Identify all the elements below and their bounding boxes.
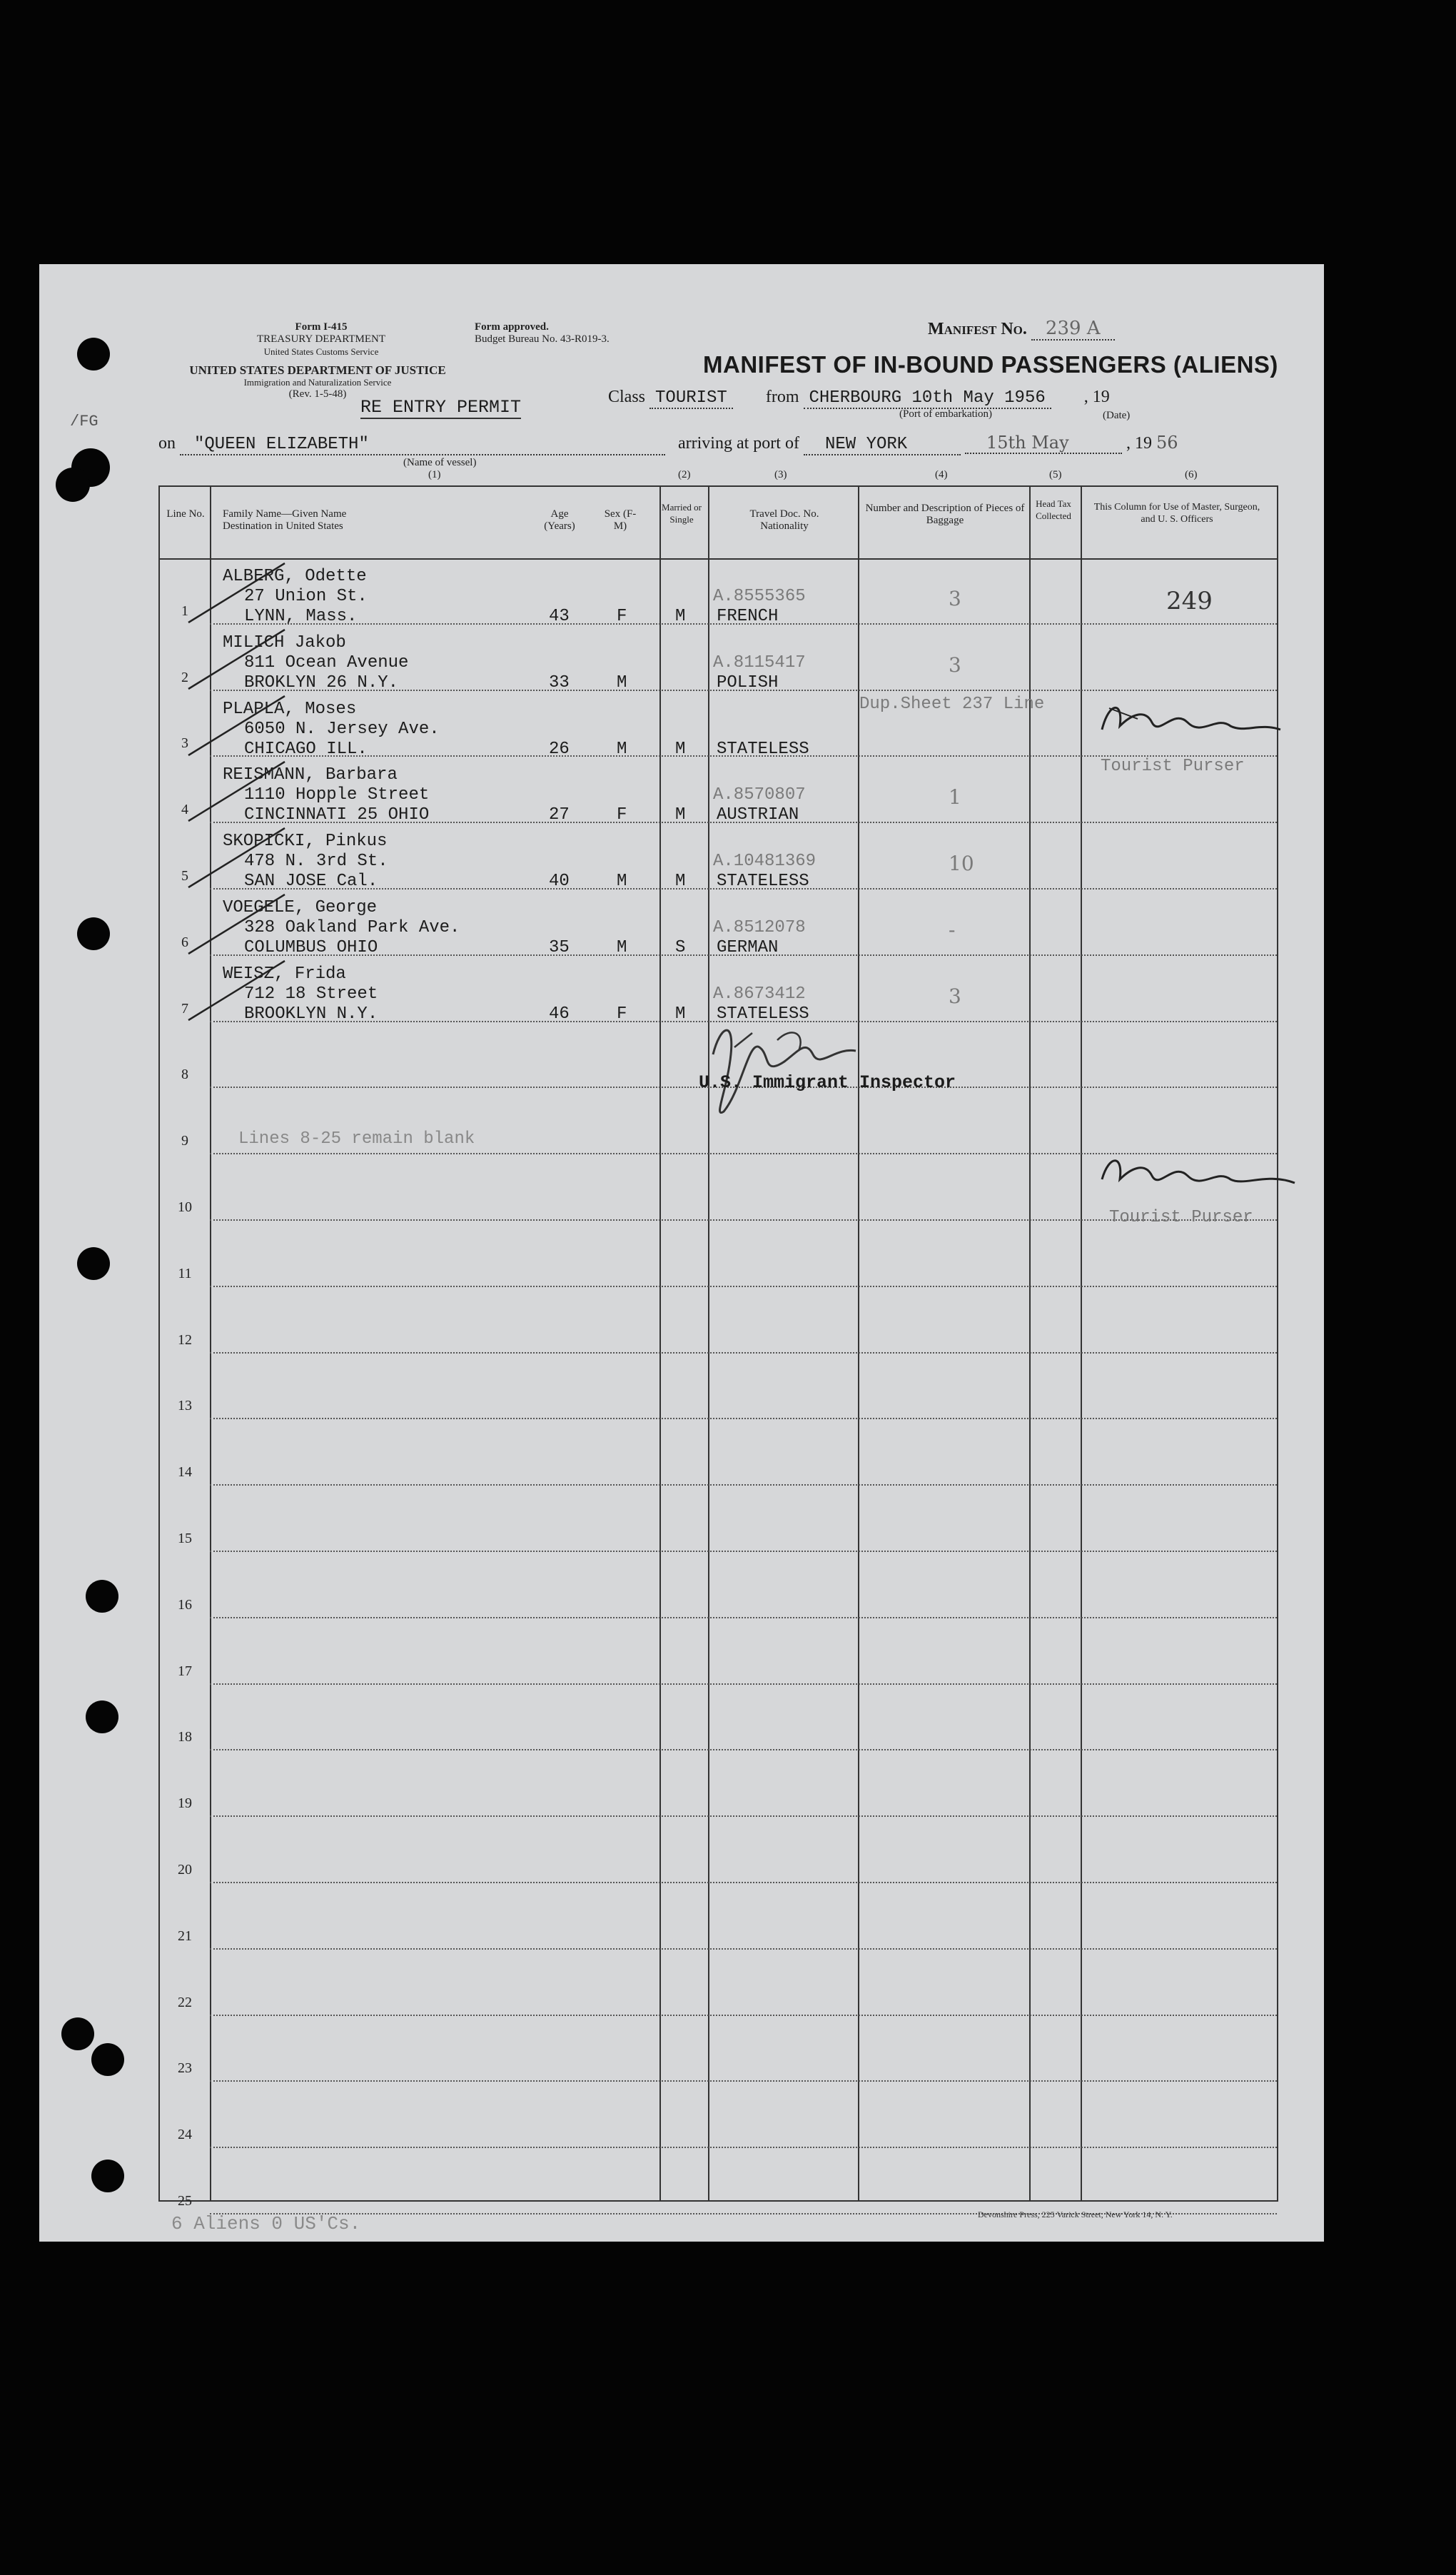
passenger-age: 46: [549, 1004, 570, 1024]
line-number: 20: [178, 1861, 192, 1878]
arrival-port: NEW YORK: [804, 435, 961, 455]
arriving-label: arriving at port of: [678, 434, 799, 453]
doj-block: [157, 364, 478, 400]
line-number: 11: [178, 1265, 192, 1281]
passenger-baggage: Dup.Sheet 237 Line: [859, 694, 1045, 714]
vessel-caption: (Name of vessel): [403, 457, 477, 468]
empty-row: [160, 1287, 1277, 1354]
col-number-2: (2): [678, 469, 691, 480]
passenger-marital-status: M: [675, 739, 686, 759]
line-number: 1: [181, 603, 188, 619]
passenger-name: PLAPLA, Moses: [223, 699, 357, 719]
manifest-number: [928, 318, 1115, 339]
line-number: 21: [178, 1928, 192, 1944]
re-entry-permit: RE ENTRY PERMIT: [360, 397, 522, 418]
passenger-nationality: FRENCH: [717, 607, 779, 626]
line-number: 10: [178, 1199, 192, 1215]
empty-row: [160, 1883, 1277, 1950]
binder-hole: [56, 468, 90, 502]
line-number: 14: [178, 1464, 192, 1481]
passenger-sex: M: [617, 938, 627, 957]
col-header-doc-no: Travel Doc. No.: [749, 508, 819, 520]
empty-row: [160, 1685, 1277, 1751]
passenger-age: 43: [549, 607, 570, 626]
passenger-sex: M: [617, 739, 627, 759]
passenger-name: SKOPICKI, Pinkus: [223, 832, 388, 852]
col-header-married: Married or Single: [662, 502, 702, 525]
col-header-head-tax: Head Tax Collected: [1036, 498, 1071, 521]
passenger-age: 26: [549, 739, 570, 759]
year-value: 56: [1156, 433, 1178, 453]
passenger-sex: F: [617, 805, 627, 825]
passenger-address-1: 478 N. 3rd St.: [244, 852, 388, 872]
year-label-1: , 19: [1083, 388, 1110, 406]
empty-row: [160, 1486, 1277, 1552]
col-header-travel-doc: [717, 508, 852, 533]
passenger-travel-doc: A.8555365: [713, 587, 806, 606]
line-number: 7: [181, 1000, 188, 1017]
empty-row: [160, 1618, 1277, 1685]
passenger-travel-doc: A.10481369: [713, 852, 817, 872]
check-mark: [185, 560, 292, 624]
passenger-row: [160, 558, 1277, 625]
remain-blank-note: Lines 8-25 remain blank: [238, 1129, 475, 1149]
col-number-3: (3): [774, 469, 787, 480]
purser-signature-mark: [1095, 1151, 1309, 1208]
arrival-date: 15th May: [965, 433, 1122, 454]
budget-bureau: Budget Bureau No. 43-R019-3.: [475, 333, 610, 345]
passenger-name: WEISZ, Frida: [223, 964, 346, 984]
vessel-name: "QUEEN ELIZABETH": [180, 435, 665, 455]
empty-row: [160, 1354, 1277, 1420]
col-header-nationality: Nationality: [760, 520, 809, 532]
passenger-age: 33: [549, 672, 570, 692]
col-header-age: Age (Years): [544, 508, 575, 532]
passenger-nationality: STATELESS: [717, 739, 809, 759]
inspector-signature-mark: [692, 1012, 906, 1126]
binder-hole: [86, 1580, 118, 1613]
check-mark: [185, 825, 292, 889]
col-number-6: (6): [1185, 469, 1198, 480]
passenger-name: VOEGELE, George: [223, 898, 378, 917]
passenger-address-1: 328 Oakland Park Ave.: [244, 918, 460, 937]
passenger-nationality: POLISH: [717, 672, 779, 692]
line-number: 13: [178, 1398, 192, 1414]
passenger-marital-status: M: [675, 1004, 686, 1024]
line-number: 25: [178, 2192, 192, 2209]
empty-row: [160, 1552, 1277, 1618]
line-number: 17: [178, 1663, 192, 1679]
passenger-address-1: 1110 Hopple Street: [244, 785, 430, 805]
passenger-baggage: -: [949, 918, 956, 942]
passenger-travel-doc: A.8673412: [713, 984, 806, 1004]
passenger-nationality: STATELESS: [717, 1004, 809, 1024]
form-approved: Form approved.: [475, 321, 549, 333]
passenger-baggage: 3: [949, 652, 961, 677]
class-value: TOURIST: [649, 388, 733, 409]
class-line: [608, 388, 1110, 408]
col-header-name: [223, 508, 346, 533]
line-number: 18: [178, 1729, 192, 1745]
empty-row: [160, 2148, 1277, 2214]
passenger-address-1: 811 Ocean Avenue: [244, 652, 409, 672]
line-number: 23: [178, 2060, 192, 2077]
col-number-4: (4): [935, 469, 948, 480]
passenger-rows: [160, 558, 1277, 2209]
col-header-sex: Sex (F-M): [604, 508, 637, 532]
line-number: 12: [178, 1331, 192, 1348]
side-mark: /FG: [70, 413, 98, 430]
passenger-baggage: 1: [949, 785, 961, 810]
revision: (Rev. 1-5-48): [288, 388, 347, 400]
line-number: 16: [178, 1596, 192, 1613]
on-label: on: [158, 434, 176, 453]
empty-row: [160, 2082, 1277, 2148]
passenger-age: 40: [549, 872, 570, 892]
passenger-nationality: GERMAN: [717, 938, 779, 957]
empty-row: [160, 1817, 1277, 1883]
empty-row: [160, 1950, 1277, 2016]
passenger-marital-status: M: [675, 607, 686, 626]
year-label-2: , 19: [1126, 434, 1152, 453]
col-header-officers: This Column for Use of Master, Surgeon, and U. S. Officers: [1093, 502, 1260, 525]
passenger-address-1: 6050 N. Jersey Ave.: [244, 719, 440, 739]
passenger-age: 35: [549, 938, 570, 957]
manifest-value: 239 A: [1031, 318, 1115, 341]
inspector-label: U.S. Immigrant Inspector: [699, 1072, 956, 1093]
check-mark: [185, 692, 292, 757]
port-caption: (Port of embarkation): [899, 408, 992, 420]
binder-hole: [61, 2017, 94, 2050]
passenger-age: 27: [549, 805, 570, 825]
approval-block: [475, 321, 610, 346]
passenger-row: [160, 823, 1277, 890]
line-number: 2: [181, 669, 188, 685]
form-block: [214, 321, 428, 358]
passenger-row: [160, 757, 1277, 823]
check-mark: [185, 891, 292, 955]
form-number: Form I-415: [295, 321, 348, 333]
passenger-address-2: BROOKLYN N.Y.: [244, 1004, 378, 1024]
line-number: 24: [178, 2127, 192, 2143]
doj: UNITED STATES DEPARTMENT OF JUSTICE: [189, 363, 446, 377]
passenger-marital-status: M: [675, 872, 686, 892]
passenger-address-2: CINCINNATI 25 OHIO: [244, 805, 430, 825]
passenger-sex: M: [617, 872, 627, 892]
purser-signature-1: [1095, 694, 1295, 755]
from-value: CHERBOURG 10th May 1956: [804, 388, 1051, 409]
footer-count: 6 Aliens 0 US'Cs.: [171, 2213, 361, 2234]
line-number: 8: [181, 1067, 188, 1083]
date-caption: (Date): [1103, 410, 1131, 421]
passenger-address-2: COLUMBUS OHIO: [244, 938, 378, 957]
col-number-1: (1): [428, 469, 441, 480]
line-number: 15: [178, 1530, 192, 1546]
passenger-sex: F: [617, 1004, 627, 1024]
manifest-label: Manifest No.: [928, 320, 1027, 338]
from-label: from: [765, 388, 799, 406]
passenger-baggage: 3: [949, 587, 961, 610]
passenger-name: ALBERG, Odette: [223, 567, 367, 586]
document-title: MANIFEST OF IN-BOUND PASSENGERS (ALIENS): [703, 351, 1278, 378]
vessel-line: [158, 433, 1178, 455]
officer-note: Tourist Purser: [1101, 757, 1245, 777]
line-number: 22: [178, 1994, 192, 2010]
line-number: 6: [181, 934, 188, 950]
passenger-marital-status: S: [675, 938, 686, 957]
customs-service: United States Customs Service: [263, 346, 379, 357]
binder-hole: [91, 2043, 124, 2076]
binder-hole: [77, 338, 110, 371]
col-header-baggage: Number and Description of Pieces of Baggage: [865, 503, 1025, 526]
passenger-address-1: 712 18 Street: [244, 984, 378, 1004]
check-mark: [185, 758, 292, 822]
passenger-travel-doc: A.8115417: [713, 652, 806, 672]
passenger-address-2: BROKLYN 26 N.Y.: [244, 672, 399, 692]
ins: Immigration and Naturalization Service: [243, 377, 392, 388]
line-number: 19: [178, 1795, 192, 1812]
printer-credit: Devonshire Press, 225 Varick Street, New York 14, N. Y.: [978, 2209, 1173, 2219]
passenger-sex: F: [617, 607, 627, 626]
passenger-name: REISMANN, Barbara: [223, 765, 398, 785]
passenger-nationality: AUSTRIAN: [717, 805, 799, 825]
passenger-row: [160, 890, 1277, 956]
passenger-nationality: STATELESS: [717, 872, 809, 892]
check-mark: [185, 626, 292, 690]
binder-hole: [77, 1247, 110, 1280]
manifest-table: [158, 485, 1278, 2209]
passenger-baggage: 10: [949, 852, 974, 876]
binder-hole: [91, 2160, 124, 2192]
passenger-address-2: LYNN, Mass.: [244, 607, 358, 626]
empty-row: [160, 1221, 1277, 1287]
purser-signature-mark: [1095, 694, 1295, 751]
empty-row: [160, 1750, 1277, 1817]
line-number: 9: [181, 1133, 188, 1149]
empty-row: [160, 1419, 1277, 1486]
col-header-destination: Destination in United States: [223, 520, 343, 532]
line-number: 3: [181, 735, 188, 752]
passenger-row: [160, 625, 1277, 691]
passenger-marital-status: M: [675, 805, 686, 825]
col-number-5: (5): [1049, 469, 1062, 480]
col-header-family-name: Family Name—Given Name: [223, 508, 347, 520]
line-number: 4: [181, 802, 188, 818]
binder-hole: [77, 917, 110, 950]
passenger-sex: M: [617, 672, 627, 692]
class-label: Class: [608, 388, 646, 406]
line-number: 5: [181, 867, 188, 884]
empty-row: [160, 2016, 1277, 2082]
passenger-travel-doc: A.8570807: [713, 785, 806, 805]
passenger-address-1: 27 Union St.: [244, 587, 368, 606]
passenger-address-2: CHICAGO ILL.: [244, 739, 368, 759]
department: TREASURY DEPARTMENT: [256, 333, 386, 345]
binder-hole: [86, 1700, 118, 1733]
officer-note: 249: [1166, 587, 1213, 615]
check-mark: [185, 957, 292, 1022]
passenger-name: MILICH Jakob: [223, 633, 346, 652]
col-header-line-no: Line No.: [166, 508, 205, 520]
purser-signature-2: [1095, 1151, 1309, 1211]
inspector-signature: [692, 1012, 906, 1129]
purser-label-2: Tourist Purser: [1109, 1208, 1253, 1227]
passenger-travel-doc: A.8512078: [713, 918, 806, 937]
passenger-baggage: 3: [949, 984, 961, 1008]
passenger-address-2: SAN JOSE Cal.: [244, 872, 378, 892]
